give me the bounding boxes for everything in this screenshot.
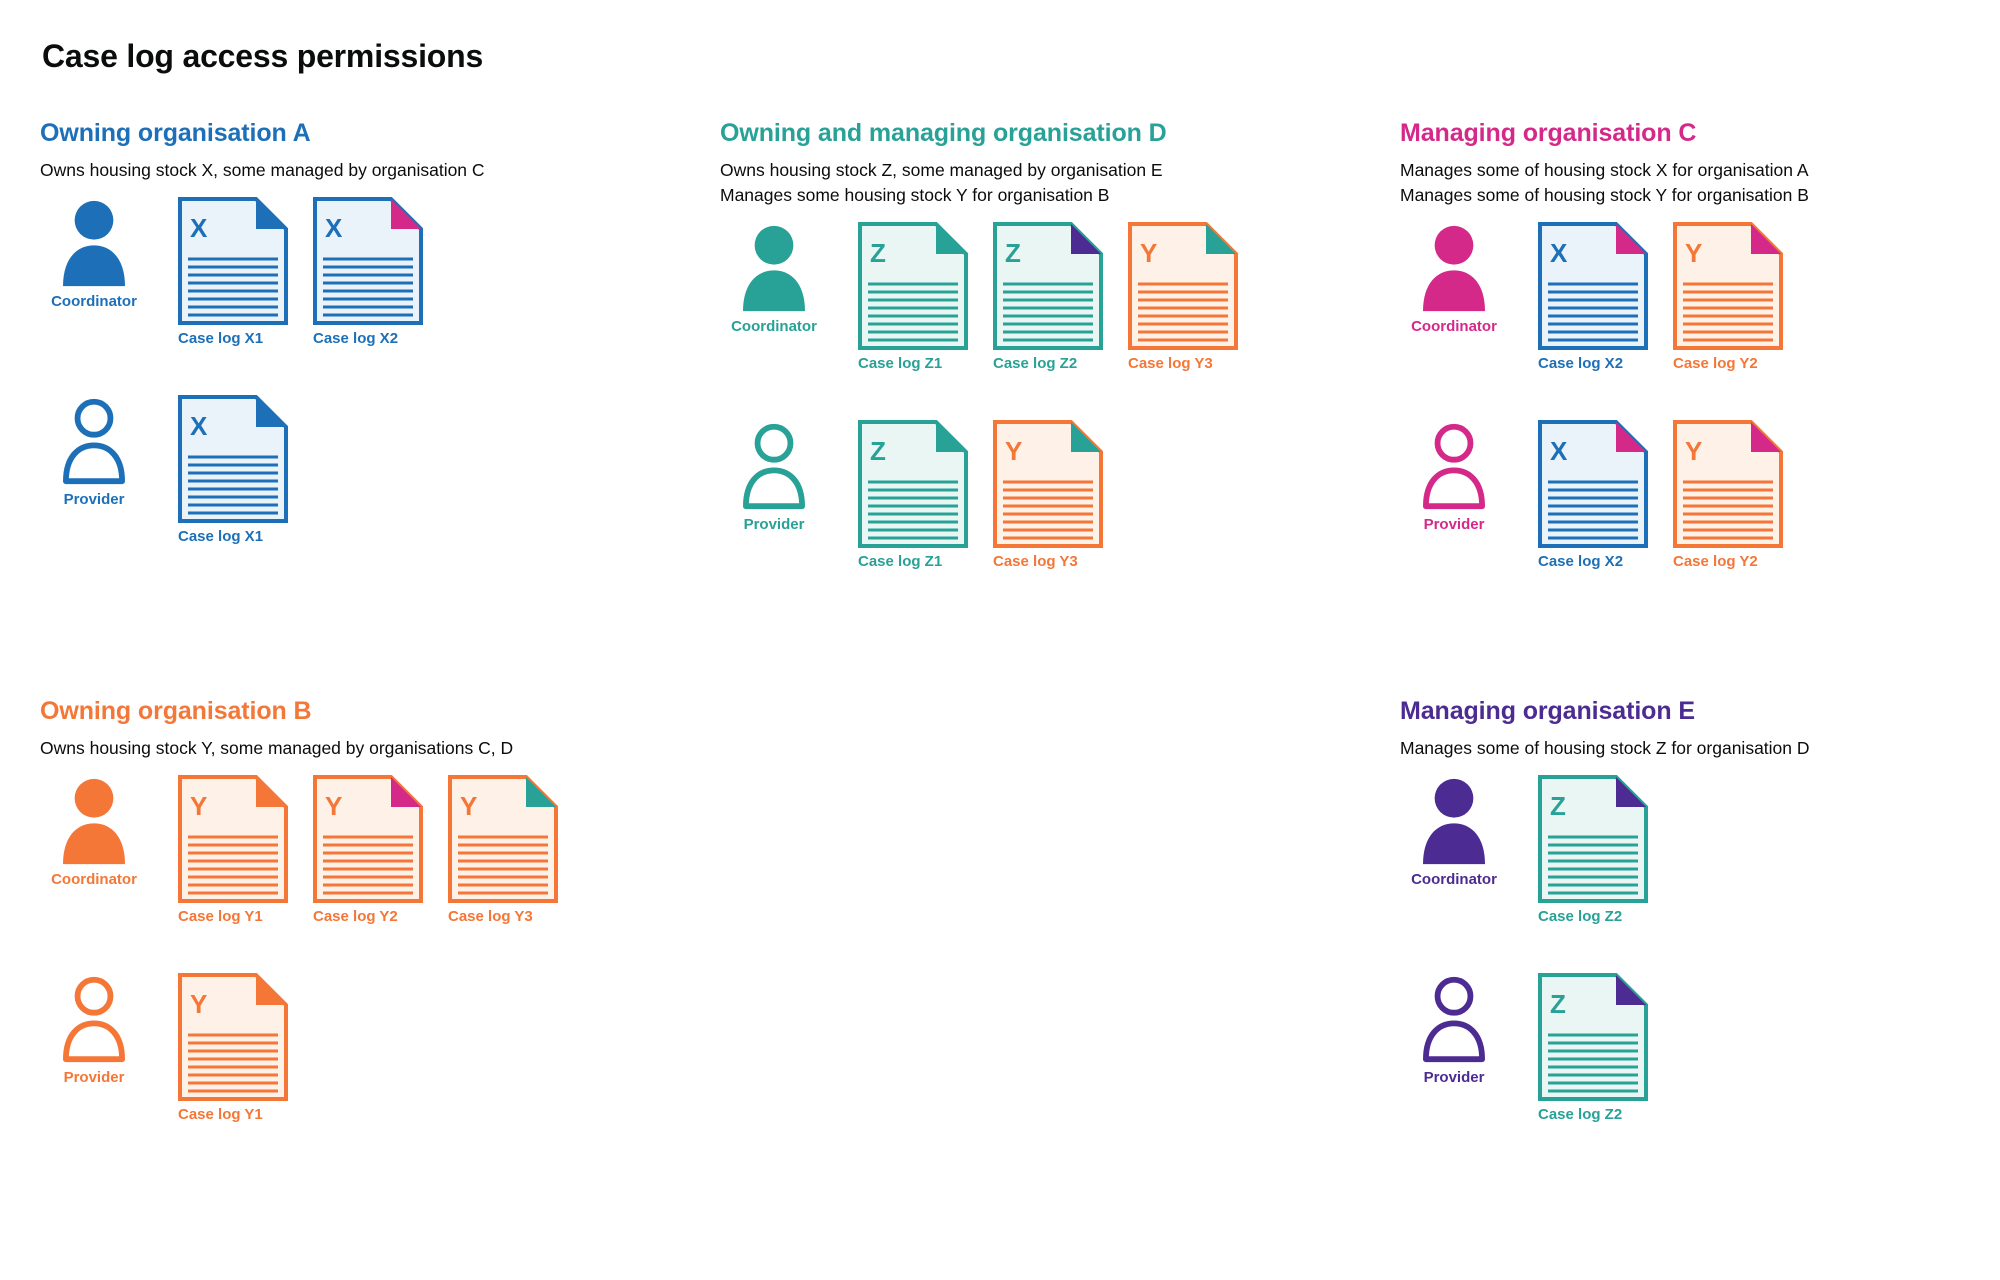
- document-icon: [313, 775, 423, 903]
- person-provider: [1400, 420, 1508, 533]
- person-provider: [720, 420, 828, 533]
- org-title: Managing organisation C: [1400, 119, 1697, 147]
- org-description: [1400, 158, 2000, 208]
- case-log-label: Case log Y1: [178, 1105, 263, 1123]
- person-provider: [40, 395, 148, 508]
- case-log-card: [313, 775, 423, 925]
- org-description-line: Owns housing stock X, some managed by organisation C: [40, 160, 485, 180]
- svg-text:Y: Y: [190, 790, 208, 821]
- case-log-list: [1538, 222, 1783, 372]
- case-log-card: [1673, 222, 1783, 372]
- svg-text:X: X: [325, 212, 343, 243]
- svg-text:Y: Y: [460, 790, 478, 821]
- person-icon: [58, 973, 130, 1065]
- case-log-label: Case log Z2: [1538, 1105, 1623, 1123]
- org-block-org-e: [1400, 697, 2000, 1163]
- case-log-label: Case log X1: [178, 329, 264, 347]
- page-title: Case log access permissions: [42, 38, 484, 74]
- document-icon: [1538, 775, 1648, 903]
- person-icon: [1418, 973, 1490, 1065]
- case-log-list: [1538, 973, 1648, 1123]
- document-icon: [858, 420, 968, 548]
- role-row: [40, 775, 660, 965]
- svg-text:Y: Y: [1685, 435, 1703, 466]
- case-log-label: Case log Z2: [1538, 907, 1623, 925]
- svg-text:Y: Y: [1005, 435, 1023, 466]
- person-icon: [58, 775, 130, 867]
- role-row: [1400, 973, 2000, 1163]
- case-log-card: [1673, 420, 1783, 570]
- case-log-card: [1128, 222, 1238, 372]
- person-coordinator: [40, 775, 148, 888]
- person-icon: [1418, 420, 1490, 512]
- svg-text:Z: Z: [1550, 790, 1566, 821]
- person-label: Coordinator: [731, 317, 817, 335]
- role-row: [40, 197, 660, 387]
- case-log-label: Case log Y2: [1673, 552, 1758, 570]
- case-log-label: Case log X2: [1538, 354, 1624, 372]
- document-icon: [993, 222, 1103, 350]
- person-icon: [738, 420, 810, 512]
- case-log-card: [313, 197, 423, 347]
- person-coordinator: [1400, 222, 1508, 335]
- case-log-card: [993, 420, 1103, 570]
- document-icon: [178, 973, 288, 1101]
- case-log-label: Case log Y2: [313, 907, 398, 925]
- document-icon: [178, 775, 288, 903]
- role-row: [40, 395, 660, 585]
- person-coordinator: [40, 197, 148, 310]
- person-label: Coordinator: [1411, 317, 1497, 335]
- person-provider: [40, 973, 148, 1086]
- svg-text:X: X: [190, 410, 208, 441]
- person-icon: [1418, 775, 1490, 867]
- person-label: Provider: [1423, 1068, 1485, 1086]
- case-log-card: [1538, 222, 1648, 372]
- org-description: [1400, 736, 2000, 761]
- case-log-card: [178, 395, 288, 545]
- role-row: [720, 420, 1340, 610]
- person-icon: [738, 222, 810, 314]
- person-label: Coordinator: [1411, 870, 1497, 888]
- document-icon: [313, 197, 423, 325]
- document-icon: [1538, 420, 1648, 548]
- case-log-card: [448, 775, 558, 925]
- org-block-org-d: [720, 119, 1340, 610]
- case-log-card: [1538, 420, 1648, 570]
- case-log-card: [178, 775, 288, 925]
- case-log-list: [1538, 420, 1783, 570]
- svg-text:X: X: [190, 212, 208, 243]
- role-row: [1400, 420, 2000, 610]
- document-icon: [993, 420, 1103, 548]
- document-icon: [1538, 973, 1648, 1101]
- case-log-label: Case log Y3: [1128, 354, 1213, 372]
- document-icon: [178, 197, 288, 325]
- case-log-card: [858, 420, 968, 570]
- case-log-card: [178, 197, 288, 347]
- document-icon: [1673, 222, 1783, 350]
- org-description-line: Owns housing stock Y, some managed by organisations C, D: [40, 738, 514, 758]
- case-log-list: [178, 395, 288, 545]
- org-title: Owning and managing organisation D: [720, 119, 1167, 147]
- case-log-label: Case log X2: [313, 329, 399, 347]
- case-log-card: [1538, 973, 1648, 1123]
- person-icon: [1418, 222, 1490, 314]
- svg-text:Z: Z: [1550, 988, 1566, 1019]
- document-icon: [1128, 222, 1238, 350]
- case-log-card: [858, 222, 968, 372]
- case-log-label: Case log X1: [178, 527, 264, 545]
- document-icon: [1673, 420, 1783, 548]
- org-description-line: Manages some of housing stock X for organisation A: [1400, 160, 1809, 180]
- org-description: [40, 158, 660, 183]
- case-log-label: Case log Y3: [448, 907, 533, 925]
- case-log-label: Case log Y2: [1673, 354, 1758, 372]
- person-coordinator: [1400, 775, 1508, 888]
- person-icon: [58, 395, 130, 487]
- case-log-card: [993, 222, 1103, 372]
- svg-text:Y: Y: [190, 988, 208, 1019]
- org-description-line: Manages some of housing stock Y for organisation B: [1400, 184, 1809, 205]
- case-log-list: [858, 222, 1238, 372]
- svg-text:Y: Y: [1140, 237, 1158, 268]
- svg-text:Z: Z: [870, 237, 886, 268]
- org-description: [720, 158, 1340, 208]
- case-log-label: Case log Z1: [858, 552, 943, 570]
- person-coordinator: [720, 222, 828, 335]
- case-log-card: [1538, 775, 1648, 925]
- case-log-label: Case log Z2: [993, 354, 1078, 372]
- org-description-line: Manages some of housing stock Z for organisation D: [1400, 738, 1810, 758]
- case-log-list: [858, 420, 1103, 570]
- role-row: [720, 222, 1340, 412]
- case-log-label: Case log Y1: [178, 907, 263, 925]
- document-icon: [858, 222, 968, 350]
- person-label: Coordinator: [51, 870, 137, 888]
- org-description-line: Manages some housing stock Y for organisation B: [720, 184, 1110, 205]
- person-label: Provider: [63, 490, 125, 508]
- org-title: Owning organisation A: [40, 119, 311, 147]
- document-icon: [448, 775, 558, 903]
- case-log-list: [1538, 775, 1648, 925]
- svg-text:X: X: [1550, 237, 1568, 268]
- case-log-card: [178, 973, 288, 1123]
- person-label: Provider: [63, 1068, 125, 1086]
- role-row: [40, 973, 660, 1163]
- case-log-label: Case log X2: [1538, 552, 1624, 570]
- svg-text:Z: Z: [870, 435, 886, 466]
- org-block-org-b: [40, 697, 660, 1163]
- person-label: Coordinator: [51, 292, 137, 310]
- svg-text:Y: Y: [325, 790, 343, 821]
- svg-text:X: X: [1550, 435, 1568, 466]
- org-block-org-a: [40, 119, 660, 585]
- case-log-label: Case log Z1: [858, 354, 943, 372]
- document-icon: [1538, 222, 1648, 350]
- role-row: [1400, 222, 2000, 412]
- role-row: [1400, 775, 2000, 965]
- document-icon: [178, 395, 288, 523]
- org-description: [40, 736, 660, 761]
- person-provider: [1400, 973, 1508, 1086]
- case-log-label: Case log Y3: [993, 552, 1078, 570]
- org-description-line: Owns housing stock Z, some managed by organisation E: [720, 160, 1163, 180]
- person-label: Provider: [743, 515, 805, 533]
- person-icon: [58, 197, 130, 289]
- svg-text:Y: Y: [1685, 237, 1703, 268]
- person-label: Provider: [1423, 515, 1485, 533]
- svg-text:Z: Z: [1005, 237, 1021, 268]
- case-log-list: [178, 775, 558, 925]
- org-block-org-c: [1400, 119, 2000, 610]
- org-title: Owning organisation B: [40, 697, 312, 725]
- case-log-list: [178, 973, 288, 1123]
- case-log-list: [178, 197, 423, 347]
- org-title: Managing organisation E: [1400, 697, 1695, 725]
